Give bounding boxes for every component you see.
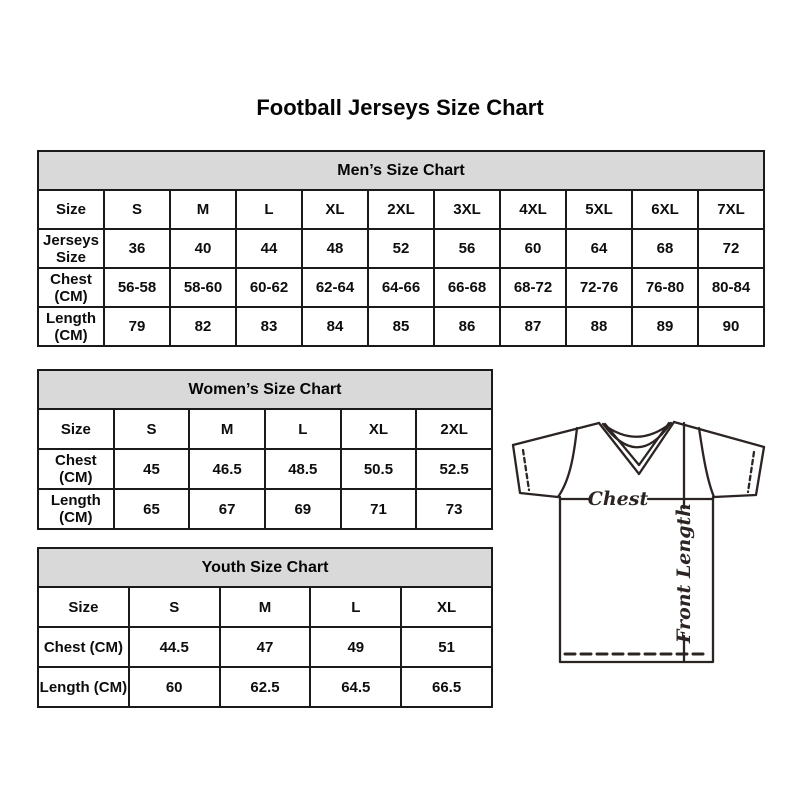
value-cell: 56 xyxy=(434,229,500,268)
table-header-row xyxy=(38,370,492,409)
value-cell: S xyxy=(114,409,190,449)
value-cell: 67 xyxy=(189,489,265,529)
value-cell: 84 xyxy=(302,307,368,346)
value-cell: 85 xyxy=(368,307,434,346)
youth-table-title: Youth Size Chart xyxy=(38,548,492,587)
value-cell: 89 xyxy=(632,307,698,346)
value-cell: 40 xyxy=(170,229,236,268)
youth-table-grid xyxy=(37,547,493,708)
value-cell: L xyxy=(265,409,341,449)
value-cell: 60 xyxy=(129,667,220,707)
jersey-left-cuff-outline xyxy=(513,445,558,497)
value-cell: S xyxy=(129,587,220,627)
table-row xyxy=(38,409,492,449)
table-row xyxy=(38,449,492,489)
value-cell: 71 xyxy=(341,489,417,529)
value-cell: M xyxy=(220,587,311,627)
value-cell: 80-84 xyxy=(698,268,764,307)
table-row xyxy=(38,667,492,707)
value-cell: 48 xyxy=(302,229,368,268)
value-cell: 90 xyxy=(698,307,764,346)
table-row xyxy=(38,307,764,346)
value-cell: 52.5 xyxy=(416,449,492,489)
value-cell: 2XL xyxy=(416,409,492,449)
table-header-row xyxy=(38,151,764,190)
table-row xyxy=(38,587,492,627)
jersey-right-shoulder-line xyxy=(674,422,764,447)
value-cell: 66.5 xyxy=(401,667,492,707)
value-cell: 87 xyxy=(500,307,566,346)
value-cell: 45 xyxy=(114,449,190,489)
value-cell: 82 xyxy=(170,307,236,346)
value-cell: 47 xyxy=(220,627,311,667)
row-label-cell: Jerseys Size xyxy=(38,229,104,268)
value-cell: 68 xyxy=(632,229,698,268)
value-cell: 48.5 xyxy=(265,449,341,489)
row-label-cell: Length (CM) xyxy=(38,489,114,529)
value-cell: 51 xyxy=(401,627,492,667)
value-cell: 69 xyxy=(265,489,341,529)
jersey-right-armhole-seam xyxy=(699,428,714,497)
front-length-label: Front Length xyxy=(673,502,695,644)
value-cell: 83 xyxy=(236,307,302,346)
value-cell: 86 xyxy=(434,307,500,346)
value-cell: 76-80 xyxy=(632,268,698,307)
chest-label: Chest xyxy=(587,488,649,510)
value-cell: 79 xyxy=(104,307,170,346)
jersey-right-cuff-outline xyxy=(714,447,764,497)
row-label-cell: Chest (CM) xyxy=(38,268,104,307)
value-cell: 88 xyxy=(566,307,632,346)
value-cell: 60-62 xyxy=(236,268,302,307)
value-cell: 64.5 xyxy=(310,667,401,707)
womens-table-title: Women’s Size Chart xyxy=(38,370,492,409)
womens-size-table xyxy=(37,369,493,530)
jersey-left-shoulder-line xyxy=(513,423,599,445)
value-cell: 6XL xyxy=(632,190,698,229)
table-row xyxy=(38,229,764,268)
mens-table-grid xyxy=(37,150,765,347)
value-cell: 68-72 xyxy=(500,268,566,307)
value-cell: L xyxy=(310,587,401,627)
row-label-cell: Length (CM) xyxy=(38,307,104,346)
left-cuff-dashed-line xyxy=(523,450,529,490)
youth-size-table xyxy=(37,547,493,708)
table-row xyxy=(38,489,492,529)
value-cell: 52 xyxy=(368,229,434,268)
value-cell: 44 xyxy=(236,229,302,268)
table-row xyxy=(38,268,764,307)
value-cell: 62-64 xyxy=(302,268,368,307)
row-label-cell: Size xyxy=(38,409,114,449)
value-cell: 4XL xyxy=(500,190,566,229)
row-label-cell: Chest (CM) xyxy=(38,449,114,489)
value-cell: 36 xyxy=(104,229,170,268)
value-cell: 49 xyxy=(310,627,401,667)
right-cuff-dashed-line xyxy=(748,452,754,492)
row-label-cell: Length (CM) xyxy=(38,667,129,707)
womens-table-grid xyxy=(37,369,493,530)
value-cell: 65 xyxy=(114,489,190,529)
value-cell: M xyxy=(170,190,236,229)
row-label-cell: Size xyxy=(38,587,129,627)
value-cell: 66-68 xyxy=(434,268,500,307)
value-cell: L xyxy=(236,190,302,229)
row-label-cell: Size xyxy=(38,190,104,229)
table-row xyxy=(38,627,492,667)
value-cell: S xyxy=(104,190,170,229)
value-cell: 2XL xyxy=(368,190,434,229)
value-cell: 60 xyxy=(500,229,566,268)
jersey-left-armhole-seam xyxy=(558,428,577,497)
value-cell: XL xyxy=(302,190,368,229)
value-cell: 7XL xyxy=(698,190,764,229)
page-title: Football Jerseys Size Chart xyxy=(256,95,544,120)
value-cell: 72-76 xyxy=(566,268,632,307)
value-cell: 58-60 xyxy=(170,268,236,307)
value-cell: XL xyxy=(341,409,417,449)
value-cell: 56-58 xyxy=(104,268,170,307)
row-label-cell: Chest (CM) xyxy=(38,627,129,667)
value-cell: 72 xyxy=(698,229,764,268)
value-cell: 44.5 xyxy=(129,627,220,667)
value-cell: 73 xyxy=(416,489,492,529)
value-cell: M xyxy=(189,409,265,449)
value-cell: 64-66 xyxy=(368,268,434,307)
value-cell: 50.5 xyxy=(341,449,417,489)
value-cell: 5XL xyxy=(566,190,632,229)
value-cell: XL xyxy=(401,587,492,627)
value-cell: 62.5 xyxy=(220,667,311,707)
mens-size-table xyxy=(37,150,765,347)
table-row xyxy=(38,190,764,229)
mens-table-title: Men’s Size Chart xyxy=(38,151,764,190)
jersey-measurement-diagram xyxy=(498,403,773,671)
table-header-row xyxy=(38,548,492,587)
value-cell: 3XL xyxy=(434,190,500,229)
value-cell: 46.5 xyxy=(189,449,265,489)
value-cell: 64 xyxy=(566,229,632,268)
